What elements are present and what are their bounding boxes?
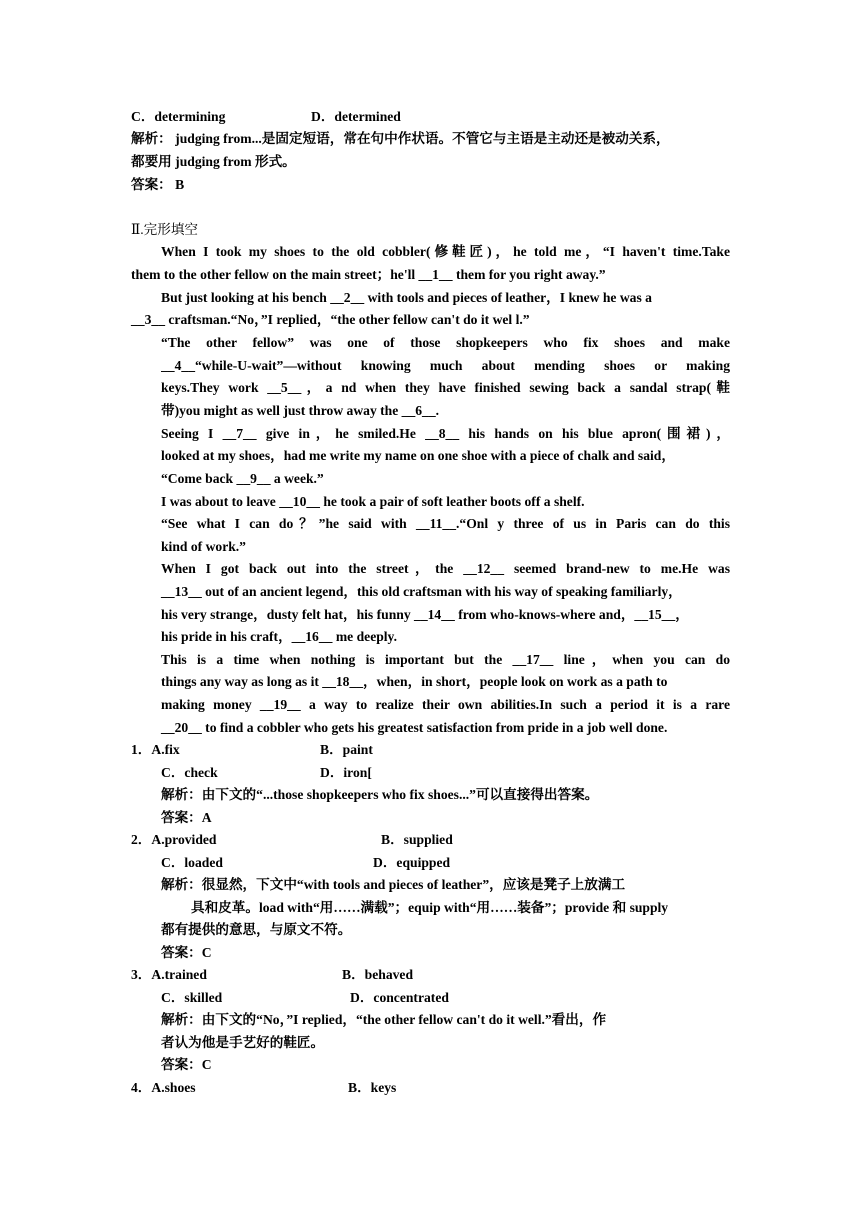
prev-answer: 答案： B [131, 177, 185, 192]
passage-line: When I got back out into the street，the __12__ seemed brand-new to me.He was [161, 561, 730, 576]
option-a: 4．A.shoes [131, 1080, 196, 1095]
passage-line: When I took my shoes to the old cobbler(修鞋匠)，he told me，“I haven't time.Take [161, 244, 730, 259]
option-b: B．paint [320, 742, 373, 757]
question-2-options-cd [161, 852, 731, 875]
passage-line: I was about to leave __10__ he took a pair of soft leather boots off a shelf. [161, 494, 585, 509]
question-2-options-ab [131, 829, 731, 852]
option-d: D．determined [311, 109, 401, 124]
option-c: C．check [161, 765, 218, 780]
passage-line: “The other fellow” was one of those shopkeepers who fix shoes and make [161, 335, 730, 350]
option-a: 3．A.trained [131, 967, 207, 982]
passage-line: Seeing I __7__ give in，he smiled.He __8__ his hands on his blue apron(围裙)， [161, 426, 730, 441]
passage-line: keys.They work __5__，a nd when they have finished sewing back a sandal strap(鞋 [161, 380, 730, 395]
passage-line: them to the other fellow on the main street；he'll __1__ them for you right away.” [131, 267, 606, 282]
passage-line: his very strange，dusty felt hat，his funny __14__ from who-knows-where and，__15__， [161, 607, 689, 622]
passage-line: 带)you might as well just throw away the __6__. [161, 403, 440, 418]
question-3-options-ab [131, 964, 731, 987]
question-3-options-cd [161, 987, 731, 1010]
option-b: B．behaved [342, 967, 414, 982]
passage-line: making money __19__ a way to realize their own abilities.In such a period it is a rare [161, 697, 730, 712]
option-b: B．keys [348, 1080, 397, 1095]
option-d: D．equipped [373, 855, 451, 870]
question-1-options-cd [161, 762, 731, 785]
question-1-answer: 答案：A [161, 810, 212, 825]
passage-line: “See what I can do？”he said with __11__.“Onl y three of us in Paris can do this [161, 516, 730, 531]
prev-options-row [131, 106, 731, 129]
passage-line: But just looking at his bench __2__ with tools and pieces of leather，I knew he was a [161, 290, 652, 305]
question-1-analysis: 解析：由下文的“...those shopkeepers who fix shoes...”可以直接得出答案。 [161, 787, 599, 802]
question-2-analysis-line: 具和皮革。load with“用……满载”；equip with“用……装备”；provide 和 supply [191, 900, 669, 915]
passage-line: __3__ craftsman.“No，”I replied，“the other fellow can't do it wel l.” [131, 312, 530, 327]
passage-line: looked at my shoes，had me write my name on one shoe with a piece of chalk and said， [161, 448, 675, 463]
passage-line: __4__“while-U-wait”—without knowing much about mending shoes or making [161, 358, 730, 373]
prev-analysis-line-2: 都要用 judging from 形式。 [131, 154, 296, 169]
option-c: C．skilled [161, 990, 223, 1005]
question-3-answer: 答案：C [161, 1057, 212, 1072]
question-4-options-ab [131, 1077, 731, 1100]
option-d: D．concentrated [350, 990, 449, 1005]
passage-line: __20__ to find a cobbler who gets his greatest satisfaction from pride in a job well done. [161, 720, 668, 735]
passage-line: “Come back __9__ a week.” [161, 471, 324, 486]
passage-line: his pride in his craft，__16__ me deeply. [161, 629, 398, 644]
option-d: D．iron[ [320, 765, 372, 780]
option-a: 2．A.provided [131, 832, 217, 847]
option-c: C．determining [131, 109, 226, 124]
passage-line: kind of work.” [161, 539, 246, 554]
passage-line: things any way as long as it __18__，when，in short，people look on work as a path to [161, 674, 668, 689]
question-1-options-ab [131, 739, 731, 762]
question-3-analysis-line: 者认为他是手艺好的鞋匠。 [161, 1035, 325, 1050]
prev-analysis-line-1: 解析： judging from...是固定短语，常在句中作状语。不管它与主语是主动还是被动关系， [131, 131, 670, 146]
question-2-answer: 答案：C [161, 945, 212, 960]
section-title: Ⅱ.完形填空 [131, 222, 199, 237]
option-a: 1．A.fix [131, 742, 180, 757]
passage-line: This is a time when nothing is important but the __17__ line，when you can do [161, 652, 730, 667]
passage-line: __13__ out of an ancient legend，this old craftsman with his way of speaking familiarly， [161, 584, 682, 599]
question-3-analysis-line: 解析：由下文的“No，”I replied，“the other fellow can't do it well.”看出，作 [161, 1012, 607, 1027]
option-b: B．supplied [381, 832, 453, 847]
question-2-analysis-line: 解析：很显然，下文中“with tools and pieces of leather”，应该是凳子上放满工 [161, 877, 626, 892]
question-2-analysis-line: 都有提供的意思，与原文不符。 [161, 922, 352, 937]
option-c: C．loaded [161, 855, 223, 870]
